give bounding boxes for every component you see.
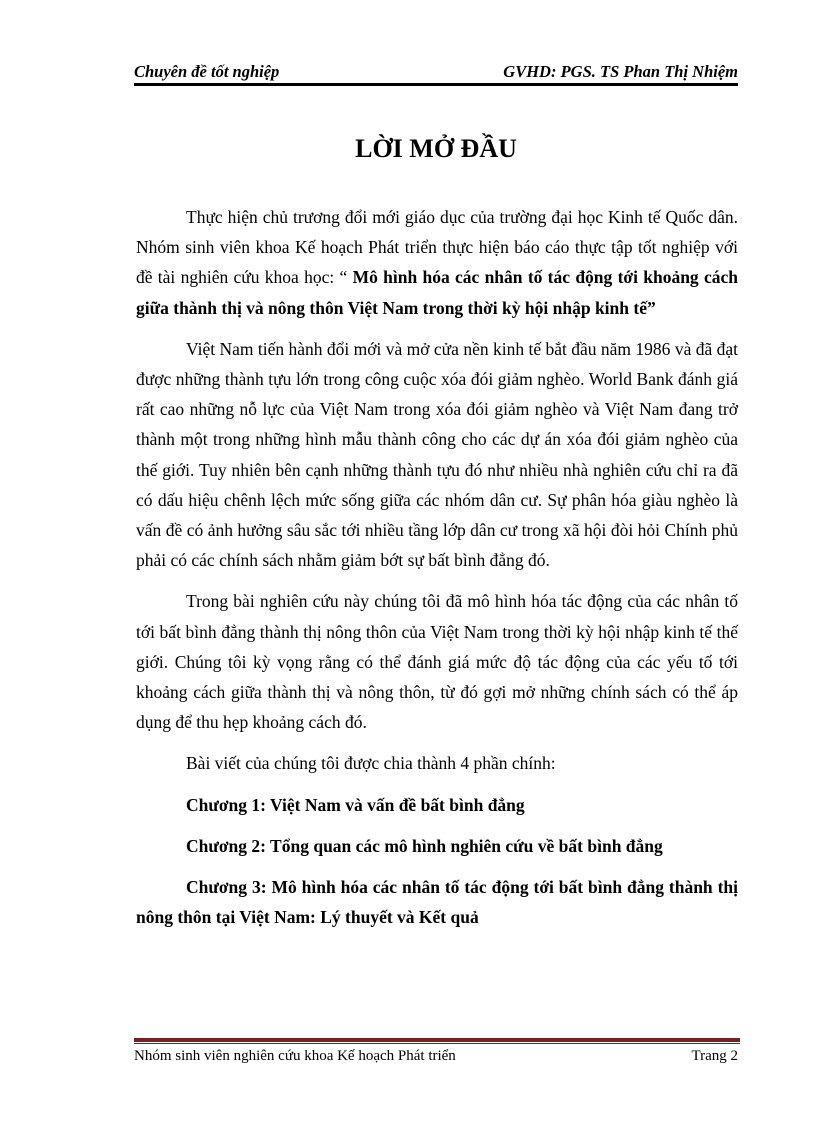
chapter-item: Chương 3: Mô hình hóa các nhân tố tác động tới bất bình đẳng thành thị nông thôn tại Việt Nam: Lý thuyết và Kết quả: [136, 877, 738, 928]
header-advisor-label: GVHD: PGS. TS Phan Thị Nhiệm: [503, 62, 738, 81]
paragraph-structure: Bài viết của chúng tôi được chia thành 4 phần chính:: [186, 753, 556, 774]
paragraph-intro: [136, 202, 738, 323]
paragraph-intro-text: Thực hiện chủ trương đổi mới giáo dục của trường đại học Kinh tế Quốc dân. Nhóm sinh viên khoa Kế hoạch Phát triển thực hiện báo cáo thực tập tốt nghiệp với đề tài nghiên cứu khoa học: “: [136, 207, 738, 288]
paragraph-purpose: Trong bài nghiên cứu này chúng tôi đã mô hình hóa tác động của các nhân tố tới bất bình đẳng thành thị nông thôn của Việt Nam trong thời kỳ hội nhập kinh tế thế giới. Chúng tôi kỳ vọng rằng có thể đánh giá mức độ tác động của các yếu tố tới khoảng cách giữa thành thị và nông thôn, từ đó gợi mở những chính sách có thể áp dụng để thu hẹp khoảng cách đó.: [136, 591, 738, 733]
header-rule: [134, 83, 738, 86]
page-number: Trang 2: [691, 1048, 738, 1064]
document-body: [136, 202, 738, 943]
footer-group-label: Nhóm sinh viên nghiên cứu khoa Kế hoạch Phát triển: [134, 1048, 456, 1064]
page-title: LỜI MỞ ĐẦU: [355, 134, 517, 163]
chapter-item: Chương 1: Việt Nam và vấn đề bất bình đẳng: [186, 794, 525, 815]
page-footer: [134, 1046, 738, 1066]
paragraph-background: Việt Nam tiến hành đổi mới và mở cửa nền kinh tế bắt đầu năm 1986 và đã đạt được những thành tựu lớn trong công cuộc xóa đói giảm nghèo. World Bank đánh giá rất cao những nỗ lực của Việt Nam trong xóa đói giảm nghèo và Việt Nam đang trở thành một trong những hình mẫu thành công cho các dự án xóa đói giảm nghèo của thế giới. Tuy nhiên bên cạnh những thành tựu đó như nhiều nhà nghiên cứu chỉ ra đã có dấu hiệu chênh lệch mức sống giữa các nhóm dân cư. Sự phân hóa giàu nghèo là vấn đề có ảnh hưởng sâu sắc tới nhiều tầng lớp dân cư trong xã hội đòi hỏi Chính phủ phải có các chính sách nhằm giảm bớt sự bất bình đẳng đó.: [136, 338, 738, 571]
thesis-topic: Mô hình hóa các nhân tố tác động tới khoảng cách giữa thành thị và nông thôn Việt Nam trong thời kỳ hội nhập kinh tế”: [136, 267, 738, 318]
chapter-item: Chương 2: Tổng quan các mô hình nghiên cứu về bất bình đẳng: [186, 835, 663, 856]
page-header: [134, 62, 738, 82]
footer-rule-thick: [134, 1038, 740, 1042]
footer-rule-thin: [134, 1043, 740, 1044]
header-thesis-label: Chuyên đề tốt nghiệp: [134, 62, 280, 81]
